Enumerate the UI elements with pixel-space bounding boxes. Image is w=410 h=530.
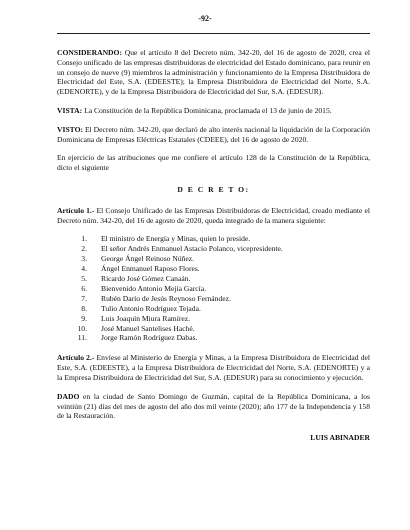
- ejercicio-paragraph: En ejercicio de las atribuciones que me confiere el artículo 128 de la Constitución de la República, dicto el siguiente: [57, 153, 370, 173]
- list-item-number: 3.: [81, 254, 87, 264]
- list-item: [57, 254, 370, 264]
- visto-paragraph: [57, 125, 370, 145]
- vista-label: VISTA:: [57, 105, 83, 115]
- list-item-text: Ricardo José Gómez Canaán.: [101, 273, 191, 283]
- list-item-text: Luis Joaquín Miura Ramírez.: [101, 313, 190, 323]
- list-item-number: 8.: [81, 303, 87, 313]
- list-item: [57, 333, 370, 343]
- list-item-text: El ministro de Energía y Minas, quien lo preside.: [101, 234, 251, 244]
- list-item-text: Tulio Antonio Rodríguez Tejada.: [101, 303, 201, 313]
- header-rule: [57, 33, 370, 34]
- list-item-text: Jorge Ramón Rodríguez Dabas.: [101, 333, 198, 343]
- list-item-text: Rubén Darío de Jesús Reynoso Fernández.: [101, 293, 231, 303]
- list-item-number: 2.: [81, 244, 87, 254]
- considerando-label: CONSIDERANDO:: [57, 48, 122, 57]
- list-item-number: 10.: [77, 323, 87, 333]
- list-item-text: George Ángel Reinoso Núñez.: [101, 254, 195, 264]
- decreto-heading: D E C R E T O:: [177, 184, 250, 194]
- list-item: [57, 324, 370, 334]
- list-item-number: 11.: [77, 333, 87, 343]
- articulo1-paragraph: [57, 206, 370, 226]
- list-item-number: 5.: [81, 273, 87, 283]
- articulo1-text: El Consejo Unificado de las Empresas Distribuidoras de Electricidad, creado mediante el Decreto núm. 342-20, del 16 de agosto de 2020, queda integrado de la manera siguiente:: [57, 205, 370, 225]
- list-item: [57, 284, 370, 294]
- dado-label: DADO: [57, 391, 80, 401]
- articulo2-label: Artículo 2.-: [57, 353, 95, 363]
- list-item-text: Ángel Enmanuel Raposo Flores.: [101, 264, 200, 274]
- list-item: [57, 274, 370, 284]
- list-item: [57, 304, 370, 314]
- list-item: [57, 234, 370, 244]
- visto-text: El Decreto núm. 342-20, que declaró de alto interés nacional la liquidación de la Corporación Dominicana de Empresas Eléctricas Estatales (CDEEE), del 16 de agosto de 2020.: [57, 124, 370, 144]
- considerando-paragraph: [57, 48, 370, 97]
- list-item: [57, 314, 370, 324]
- signature: LUIS ABINADER: [310, 433, 370, 443]
- list-item-number: 9.: [81, 313, 87, 323]
- list-item-number: 4.: [81, 264, 87, 274]
- list-item-number: 7.: [81, 293, 87, 303]
- list-item: [57, 264, 370, 274]
- articulo1-label: Artículo 1.-: [57, 205, 95, 215]
- list-item-number: 1.: [81, 234, 87, 244]
- vista-paragraph: [57, 106, 370, 116]
- list-item-text: Bienvenido Antonio Mejía García.: [101, 283, 207, 293]
- dado-text: en la ciudad de Santo Domingo de Guzmán, capital de la República Dominicana, a los veintiún (21) días del mes de agosto del año dos mil veinte (2020); año 177 de la Independencia y 158 de la Restauración.: [57, 391, 370, 421]
- page-number: -92-: [198, 14, 212, 23]
- document-body: [57, 48, 370, 443]
- vista-text: La Constitución de la República Dominicana, proclamada el 13 de junio de 2015.: [82, 105, 332, 115]
- list-item: [57, 294, 370, 304]
- dado-paragraph: [57, 392, 370, 421]
- list-item-text: El señor Andrés Enmanuel Astacio Polanco, vicepresidente.: [101, 244, 283, 254]
- list-item-number: 6.: [81, 283, 87, 293]
- considerando-text: Que el artículo 8 del Decreto núm. 342-20, del 16 de agosto de 2020, crea el Consejo unificado de las empresas distribuidoras de electricidad del Estado dominicano, para reunir en un consejo de nueve (9) miembros la administración y funcionamiento de la Empresa Distribuidora de Electricidad del Este, S.A. (EDEESTE); la Empresa Distribuidora de Electricidad del Norte, S.A. (EDENORTE), y de la Empresa Distribuidora de Electricidad del Sur, S.A. (EDESUR).: [57, 48, 370, 97]
- members-list: [57, 234, 370, 343]
- articulo2-paragraph: [57, 353, 370, 382]
- list-item: [57, 244, 370, 254]
- list-item-text: José Manuel Santelises Haché.: [101, 323, 195, 333]
- visto-label: VISTO:: [57, 124, 84, 134]
- articulo2-text: Envíese al Ministerio de Energía y Minas, a la Empresa Distribuidora de Electricidad del Este, S.A. (EDEESTE), a la Empresa Distribuidora de Electricidad del Norte, S.A. (EDENORTE) y a la Empresa Distribuidora de Electricidad del Sur, S.A. (EDESUR) para su conocimiento y ejecución.: [57, 353, 370, 382]
